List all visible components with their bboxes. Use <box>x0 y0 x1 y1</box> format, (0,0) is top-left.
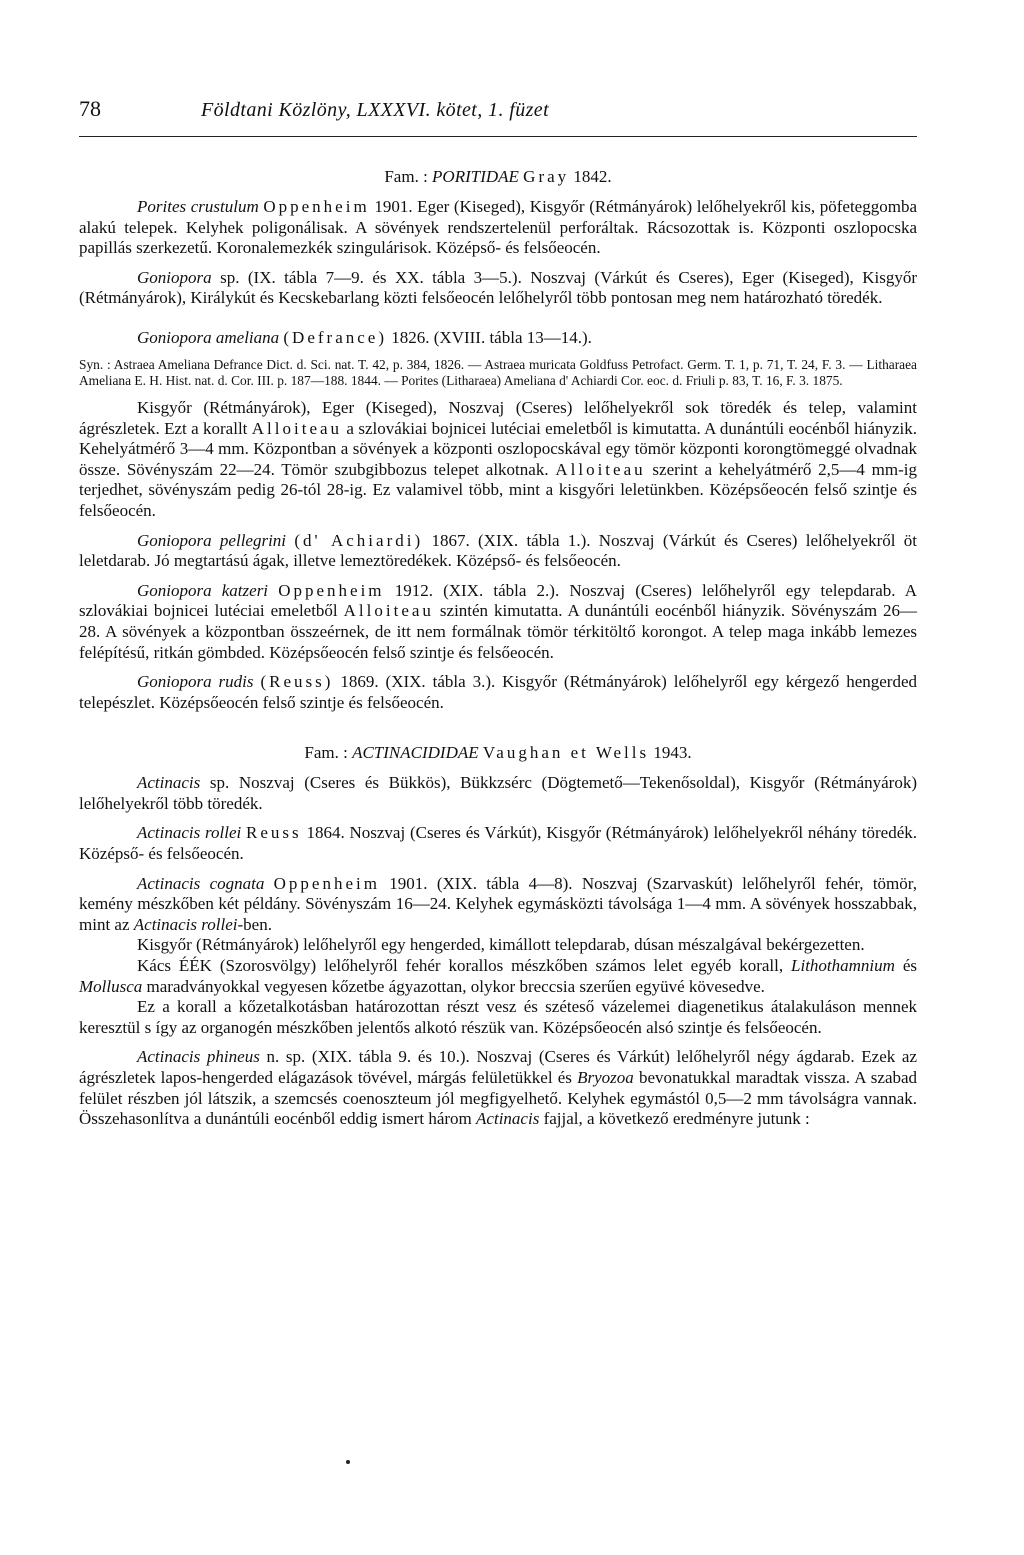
journal-title: Földtani Közlöny, LXXXVI. kötet, 1. füzet <box>201 99 550 121</box>
entry-actinacis-cognata-kisgyor: Kisgyőr (Rétmányárok) lelőhelyről egy hengerded, kimállott telepdarab, dúsan mészalgával bekérgezetten. <box>137 935 865 955</box>
page <box>79 96 917 1130</box>
entry-actinacis-rollei: Actinacis rollei Reuss 1864. Noszvaj (Cseres és Várkút), Kisgyőr (Rétmányárok) lelőhelyekről néhány töredék. Középső- és felsőeocén. <box>79 823 918 864</box>
entry-actinacis-sp: Actinacis sp. Noszvaj (Cseres és Bükkös), Bükkzsérc (Dögtemető—Tekenősoldal), Kisgyőr (Rétmányárok) lelőhelyekről több töredék. <box>79 773 917 813</box>
entry-goniopora-rudis: Goniopora rudis (Reuss) 1869. (XIX. tábla 3.). Kisgyőr (Rétmányárok) lelőhelyről egy kérgező hengerded telepészlet. Középsőeocén felső szintje és felsőeocén. <box>79 672 918 712</box>
entry-goniopora-pellegrini: Goniopora pellegrini (d' Achiardi) 1867. (XIX. tábla 1.). Noszvaj (Várkút és Cseres) lelőhelyekről öt leletdarab. Jó megtartású ágak, illetve lemeztöredékek. Középső- és felsőeocén. <box>79 530 918 571</box>
entry-goniopora-ameliana: Goniopora ameliana (Defrance) 1826. (XVIII. tábla 13—14.). <box>137 327 592 347</box>
synonymy-goniopora-ameliana: Syn. : Astraea Ameliana Defrance Dict. d. Sci. nat. T. 42, p. 384, 1826. — Astraea muricata Goldfuss Petrofact. Germ. T. 1, p. 71, T. 24, F. 3. — Litharaea Ameliana E. H. Hist. nat. d. Cor. III. p. 187—188. 1844. — Porites (Litharaea) Ameliana d' Achiardi Cor. eoc. d. Friuli p. 83, T. 16, F. 3. 1875. <box>79 356 917 388</box>
page-number: 78 <box>79 96 101 121</box>
family-heading-actinacididae: Fam. : ACTINACIDIDAE Vaughan et Wells 1943. <box>304 743 692 763</box>
entry-actinacis-cognata-remarks: Ez a korall a kőzetalkotásban határozottan részt vesz és széteső vázelemei diagenetikus átalakuláson mennek keresztül s így az organogén mészkőben jelentős alkotó részük van. Középsőeocén alsó szintje és felsőeocén. <box>79 997 917 1037</box>
entry-actinacis-cognata-kacs: Kács ÉÉK (Szorosvölgy) lelőhelyről fehér korallos mészkőben számos lelet egyéb korall, Lithothamnium és Mollusca maradványokkal vegyesen kőzetbe ágyazottan, olykor breccsia szerűen együvé kövesedve. <box>79 956 918 996</box>
entry-goniopora-ameliana-description: Kisgyőr (Rétmányárok), Eger (Kiseged), Noszvaj (Cseres) lelőhelyekről sok töredék és telep, valamint ágrészletek. Ezt a korallt Alloiteau a szlovákiai bojnicei lutéciai emeletből is kimutatta. A dunántúli eocénből hiányzik. Kehelyátmérő 3—4 mm. Központban a sövények a központi oszlopocskával egy tömör központi korongtömeggé olvadnak össze. Sövényszám 22—24. Tömör szubgibbozus telepet alkotnak. Alloiteau szerint a kehelyátmérő 2,5—4 mm-ig terjedhet, sövényszám pedig 26-tól 28-ig. Ez valamivel több, mint a kisgyőri leletünkben. Középsőeocén felső szintje és felsőeocén. <box>79 397 918 520</box>
entry-porites-crustulum: Porites crustulum Oppenheim 1901. Eger (Kiseged), Kisgyőr (Rétmányárok) lelőhelyekről kis, pöfeteggomba alakú telepek. Kelyhek poligonálisak. A sövények rendszertelenül perforáltak. Rácsozottak is. Központi oszlopocska papillás szerkezetű. Koronalemezkék szingulárisok. Középső- és felsőeocén. <box>79 197 918 258</box>
entry-actinacis-phineus: Actinacis phineus n. sp. (XIX. tábla 9. és 10.). Noszvaj (Cseres és Várkút) lelőhelyről négy ágdarab. Ezek az ágrészletek lapos-hengerded elágazások tövével, márgás felületükkel és Bryozoa bevonatukkal maradtak vissza. A szabad felület részben jól látszik, a szemcsés coenoszteum jól megfigyelhető. Kelyhek egymástól 0,5—2 mm távolságra vannak. Összehasonlítva a dunántúli eocénből eddig ismert három Actinacis fajjal, a következő eredményre jutunk : <box>79 1047 918 1129</box>
family-heading-poritidae: Fam. : PORITIDAE Gray 1842. <box>384 167 612 186</box>
entry-goniopora-sp: Goniopora sp. (IX. tábla 7—9. és XX. tábla 3—5.). Noszvaj (Várkút és Cseres), Eger (Kiseged), Kisgyőr (Rétmányárok), Királykút és Kecskebarlang közti felsőeocén lelőhelyről több pontosan meg nem határozható töredék. <box>79 267 918 308</box>
entry-goniopora-katzeri: Goniopora katzeri Oppenheim 1912. (XIX. tábla 2.). Noszvaj (Cseres) lelőhelyről egy telepdarab. A szlovákiai bojnicei lutéciai emeletből Alloiteau szintén kimutatta. A dunántúli eocénből hiányzik. Sövényszám 26—28. A sövények a központban összeérnek, de itt nem formálnak tömör térkitöltő korongot. A telep maga inkább lemezes felépítésű, ritkán gömbded. Középsőeocén felső szintje és felsőeocén. <box>79 580 918 662</box>
entry-actinacis-cognata: Actinacis cognata Oppenheim 1901. (XIX. tábla 4—8). Noszvaj (Szarvaskút) lelőhelyről fehér, tömör, kemény mészkőben két példány. Sövényszám 16—24. Kelyhek egymásközti távolsága 1—4 mm. A sövények hosszabbak, mint az Actinacis rollei-ben. <box>79 873 918 934</box>
ink-speck <box>346 1460 350 1464</box>
running-header <box>79 96 917 137</box>
